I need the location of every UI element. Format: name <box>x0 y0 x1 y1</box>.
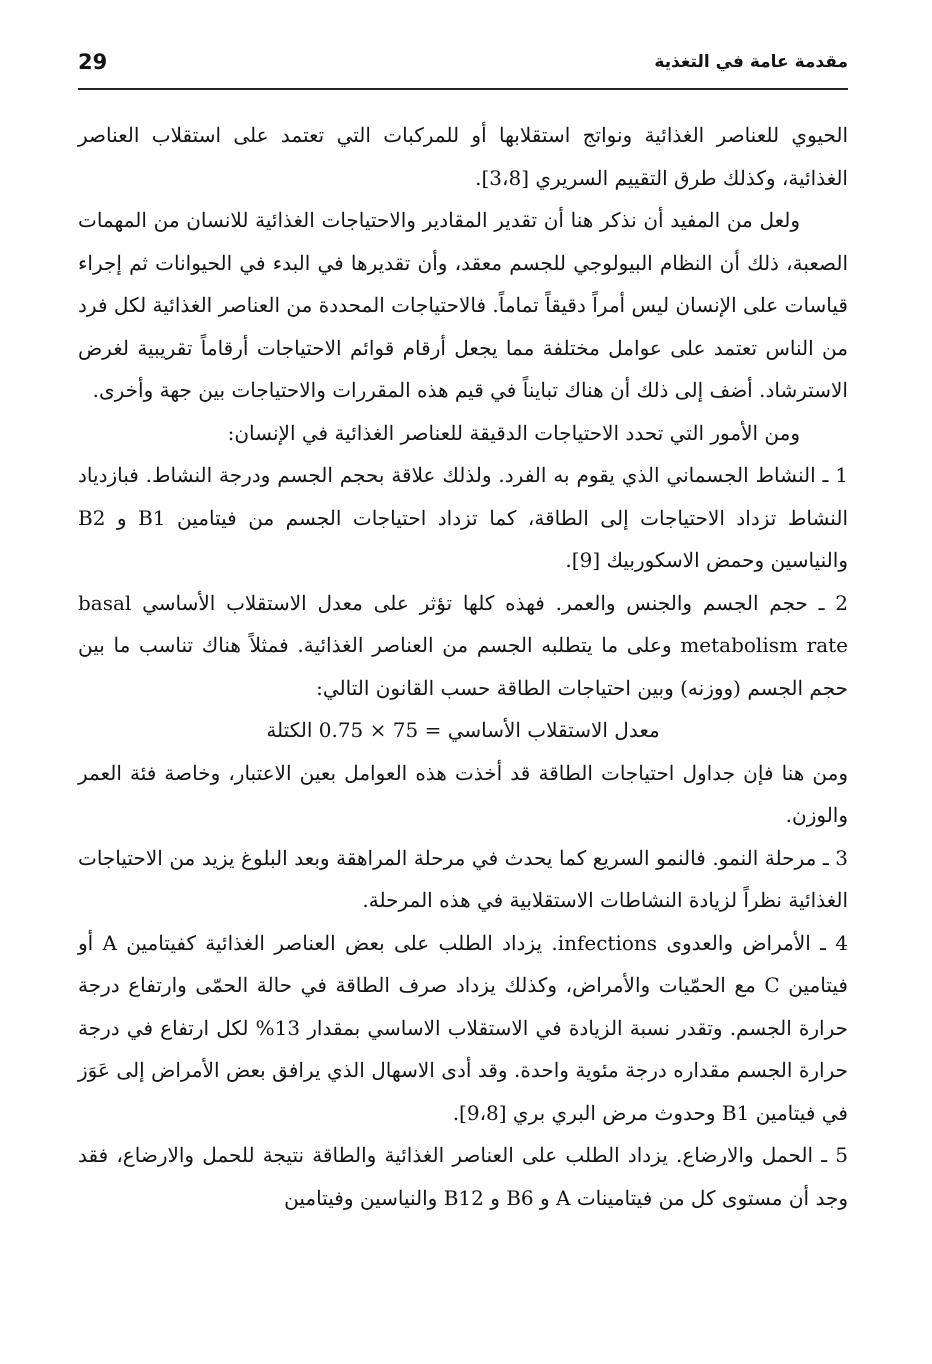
list-item-activity: 1 ـ النشاط الجسماني الذي يقوم به الفرد. ولذلك علاقة بحجم الجسم ودرجة النشاط. فبازدياد النشاط تزداد الاحتياجات إلى الطاقة، كما تزداد احتياجات الجسم من فيتامين B1 و B2 والنياسين وحمض الاسكوربيك [9]. <box>78 463 848 572</box>
formula-bmr: معدل الاستقلاب الأساسي = 75 × 0.75 الكتلة <box>266 718 660 742</box>
paragraph-intro: ولعل من المفيد أن نذكر هنا أن تقدير المقادير والاحتياجات الغذائية للانسان من المهمات الصعبة، ذلك أن النظام البيولوجي للجسم معقد، وأن تقديرها في البدء في الحيوانات ثم إجراء قياسات على الإنسان ليس أمراً دقيقاً تماماً. فالاحتياجات المحددة من العناصر الغذائية لكل فرد من الناس تعتمد على عوامل مختلفة مما يجعل أرقام قوائم الاحتياجات أرقاماً تقريبية لغرض الاسترشاد. أضف إلى ذلك أن هناك تبايناً في قيم هذه المقررات والاحتياجات بين جهة وأخرى. <box>78 208 848 402</box>
header-rule <box>78 88 848 90</box>
paragraph-energy-tables: ومن هنا فإن جداول احتياجات الطاقة قد أخذت هذه العوامل بعين الاعتبار، وخاصة فئة العمر والوزن. <box>78 760 848 827</box>
paragraph-factors-lead: ومن الأمور التي تحدد الاحتياجات الدقيقة للعناصر الغذائية في الإنسان: <box>227 420 800 445</box>
list-item-disease: 4 ـ الأمراض والعدوى infections. يزداد الطلب على بعض العناصر الغذائية كفيتامين A أو فيتامين C مع الحمّيات والأمراض، وكذلك يزداد صرف الطاقة في حالة الحمّى وارتفاع درجة حرارة الجسم. وتقدر نسبة الزيادة في الاستقلاب الاساسي بمقدار 13% لكل ارتفاع في درجة حرارة الجسم مقداره درجة مئوية واحدة. وقد أدى الاسهال الذي يرافق بعض الأمراض إلى عَوَز في فيتامين B1 وحدوث مرض البري بري [9،8]. <box>78 930 848 1125</box>
page-header <box>78 50 848 84</box>
list-item-pregnancy: 5 ـ الحمل والارضاع. يزداد الطلب على العناصر الغذائية والطاقة نتيجة للحمل والارضاع، فقد وجد أن مستوى كل من فيتامينات A و B6 و B12 والنياسين وفيتامين <box>78 1143 848 1210</box>
page-body <box>78 114 848 1219</box>
running-title: مقدمة عامة في التغذية <box>654 52 848 72</box>
list-item-body-size: 2 ـ حجم الجسم والجنس والعمر. فهذه كلها تؤثر على معدل الاستقلاب الأساسي basal metabolism rate وعلى ما يتطلبه الجسم من العناصر الغذائية. فمثلاً هناك تناسب ما بين حجم الجسم (ووزنه) وبين احتياجات الطاقة حسب القانون التالي: <box>78 590 848 700</box>
page-number: 29 <box>78 50 108 74</box>
list-item-growth: 3 ـ مرحلة النمو. فالنمو السريع كما يحدث في مرحلة المراهقة وبعد البلوغ يزيد من الاحتياجات الغذائية نظراً لزيادة النشاطات الاستقلابية في هذه المرحلة. <box>78 845 848 912</box>
paragraph-continuation: الحيوي للعناصر الغذائية ونواتج استقلابها أو للمركبات التي تعتمد على استقلاب العناصر الغذائية، وكذلك طرق التقييم السريري [3،8]. <box>78 123 848 190</box>
